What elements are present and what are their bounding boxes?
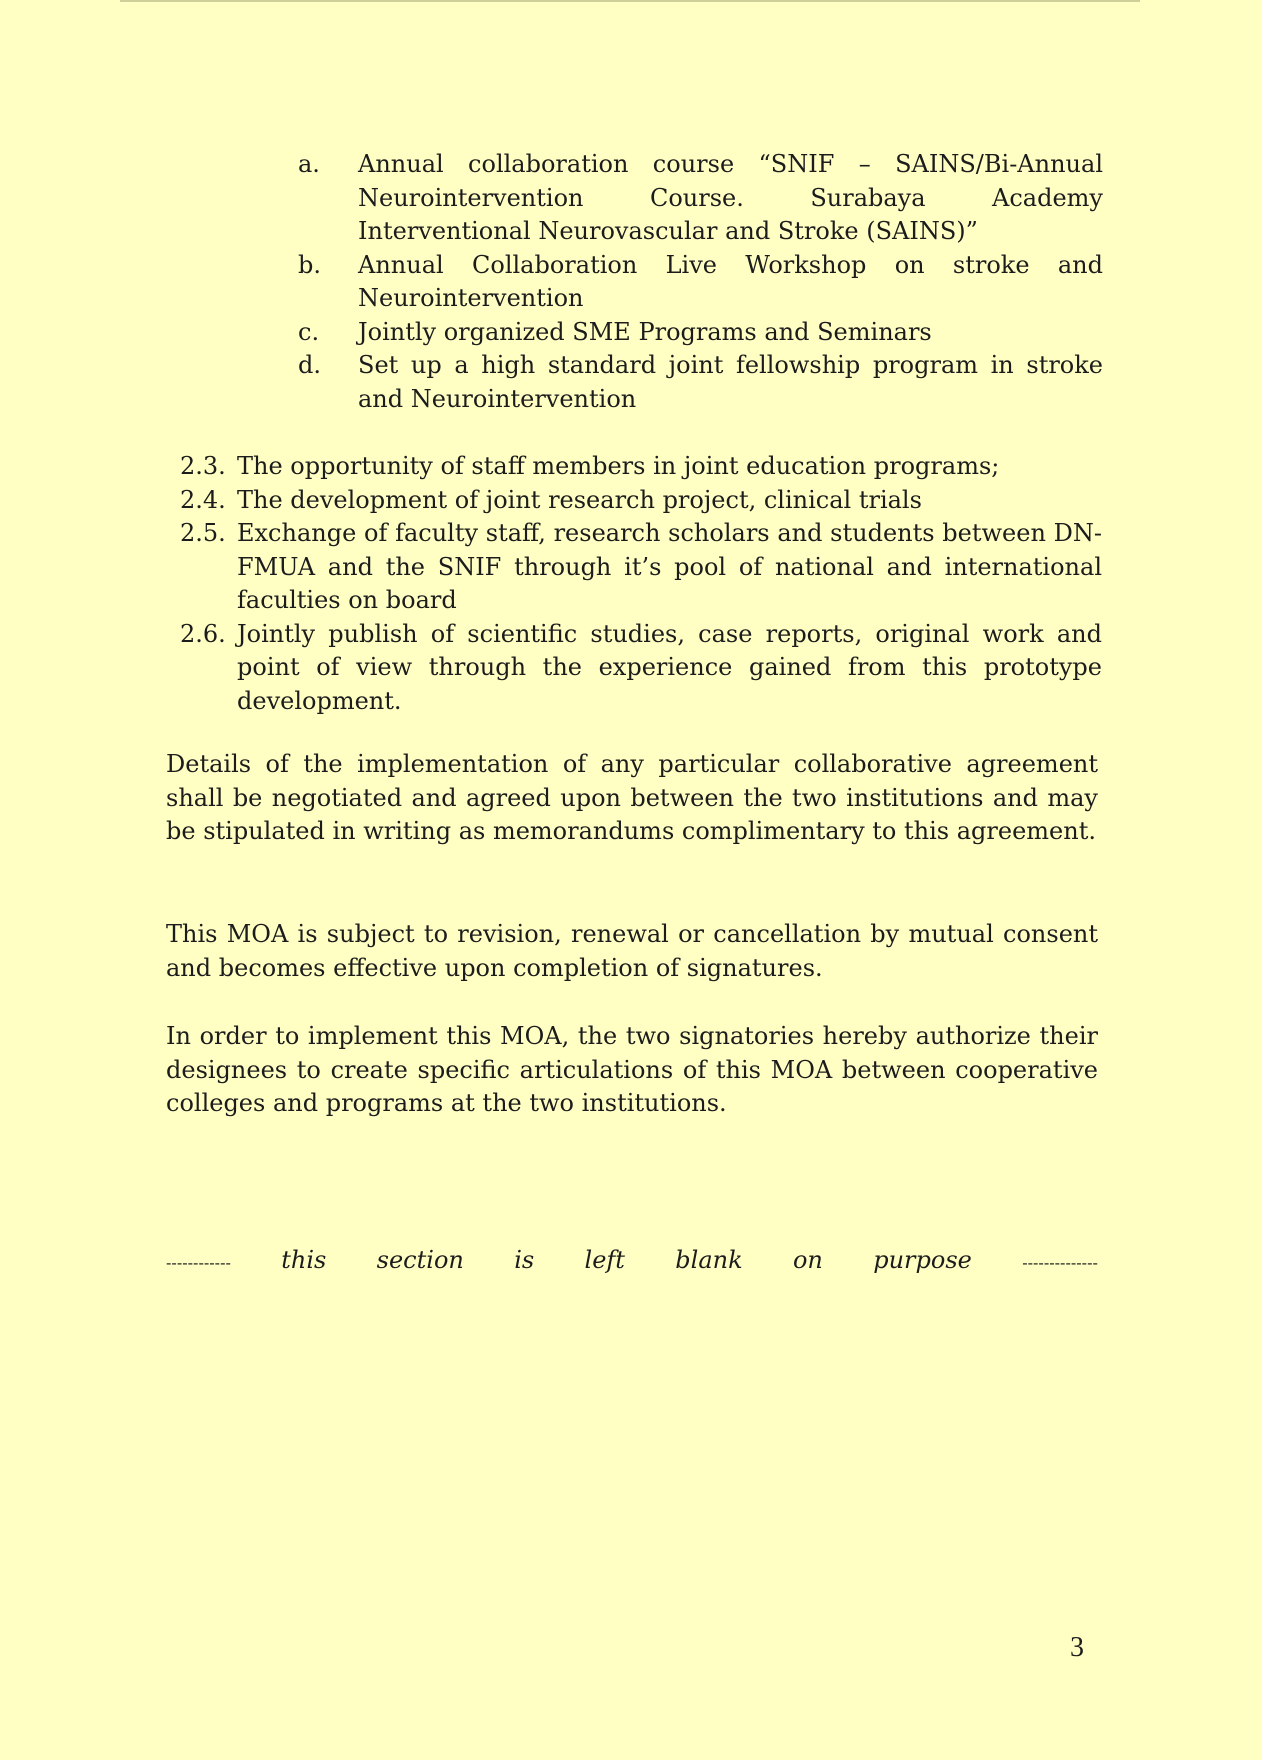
lettered-list bbox=[298, 148, 1103, 416]
list-item-text: Jointly organized SME Programs and Seminars bbox=[358, 317, 932, 346]
page-number: 3 bbox=[1070, 1632, 1084, 1663]
list-item bbox=[298, 148, 1103, 249]
list-item bbox=[298, 349, 1103, 416]
list-marker: 2.5. bbox=[180, 519, 226, 547]
list-item-text: Annual Collaboration Live Workshop on stroke and Neurointervention bbox=[358, 250, 1103, 312]
list-marker: d. bbox=[298, 351, 321, 379]
list-marker: 2.6. bbox=[180, 619, 226, 648]
note-word: blank bbox=[675, 1246, 743, 1274]
list-item-text: Exchange of faculty staff, research scholars and students between DN-FMUA and the SNIF through it’s pool of national and international faculties on board bbox=[237, 519, 1102, 614]
list-marker: 2.4. bbox=[180, 485, 226, 514]
list-item bbox=[298, 249, 1103, 316]
list-item-text: The opportunity of staff members in joint education programs; bbox=[237, 452, 1000, 480]
note-word: is bbox=[514, 1246, 535, 1274]
details-paragraph: Details of the implementation of any particular collaborative agreement shall be negotiated and agreed upon between the two institutions and may be stipulated in writing as memorandums complimentary to this agreement. bbox=[166, 750, 1098, 845]
list-marker: a. bbox=[298, 150, 320, 178]
list-item bbox=[180, 484, 1102, 518]
page-edge-line bbox=[120, 0, 1140, 2]
list-item bbox=[180, 517, 1102, 618]
list-marker: 2.3. bbox=[180, 452, 226, 480]
list-item bbox=[180, 618, 1102, 719]
note-word: section bbox=[376, 1246, 464, 1274]
note-word: this bbox=[281, 1246, 327, 1274]
list-item-text: Annual collaboration course “SNIF – SAINS/Bi-Annual Neurointervention Course. Surabaya Academy Interventional Neurovascular and Stroke (SAINS)” bbox=[358, 150, 1103, 245]
list-item-text: Set up a high standard joint fellowship program in stroke and Neurointervention bbox=[358, 351, 1103, 413]
blank-section-note bbox=[166, 1246, 1098, 1274]
list-item-text: The development of joint research project, clinical trials bbox=[237, 485, 922, 514]
left-dashes: ------------ bbox=[166, 1253, 231, 1272]
list-item bbox=[180, 450, 1102, 484]
list-item bbox=[298, 316, 1103, 350]
list-marker: c. bbox=[298, 317, 320, 346]
list-item-text: Jointly publish of scientific studies, case reports, original work and point of view through the experience gained from this prototype development. bbox=[237, 619, 1102, 715]
note-word: left bbox=[584, 1246, 625, 1274]
implement-paragraph: In order to implement this MOA, the two signatories hereby authorize their designees to create specific articulations of this MOA between cooperative colleges and programs at the two institutions. bbox=[166, 1022, 1098, 1117]
note-word: purpose bbox=[873, 1246, 972, 1274]
revision-paragraph: This MOA is subject to revision, renewal or cancellation by mutual consent and becomes effective upon completion of signatures. bbox=[166, 920, 1098, 982]
right-dashes: -------------- bbox=[1022, 1253, 1098, 1272]
numbered-list bbox=[180, 450, 1102, 718]
note-word: on bbox=[792, 1246, 823, 1274]
list-marker: b. bbox=[298, 250, 321, 279]
